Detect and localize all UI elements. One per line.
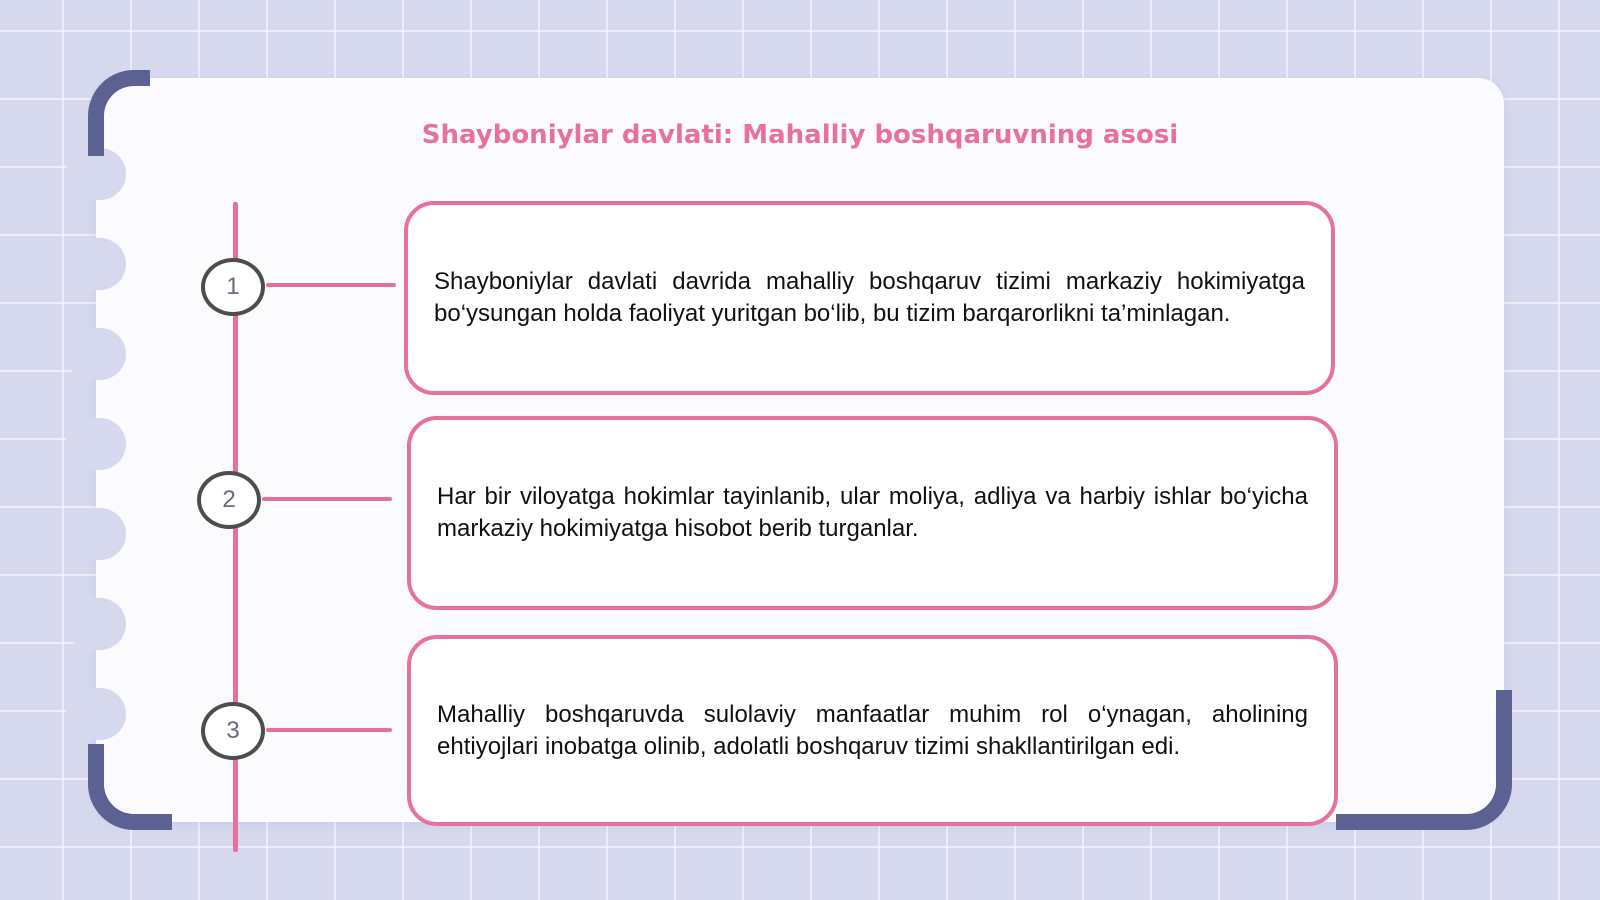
timeline-connector-2	[262, 497, 392, 501]
step-marker-3	[201, 702, 265, 760]
corner-bracket-bottom-right	[1336, 690, 1512, 830]
step-marker-1	[201, 258, 265, 316]
step-card-text: Har bir viloyatga hokimlar tayinlanib, ular moliya, adliya va harbiy ishlar bo‘yicha markaziy hokimiyatga hisobot berib turganlar.	[437, 483, 1308, 542]
step-card-1	[404, 201, 1335, 395]
paper-notch	[66, 328, 126, 380]
step-number: 1	[226, 273, 240, 300]
slide-title: Shayboniylar davlati: Mahalliy boshqaruvning asosi	[421, 120, 1179, 150]
corner-bracket-bottom-left	[88, 744, 172, 830]
step-number: 2	[222, 486, 236, 513]
paper-notch	[66, 238, 126, 290]
timeline-connector-3	[266, 728, 392, 732]
step-marker-2	[197, 471, 261, 529]
paper-notch	[66, 688, 126, 740]
step-card-text: Mahalliy boshqaruvda sulolaviy manfaatlar muhim rol o‘ynagan, aholining ehtiyojlari inobatga olinib, adolatli boshqaruv tizimi shakllantirilgan edi.	[437, 700, 1308, 760]
step-number: 3	[226, 717, 240, 744]
paper-notch	[66, 598, 126, 650]
step-card-text: Shayboniylar davlati davrida mahalliy boshqaruv tizimi markaziy hokimiyatga bo‘ysungan holda faoliyat yuritgan bo‘lib, bu tizim barqarorlikni ta’minlagan.	[434, 268, 1305, 327]
timeline-connector-1	[266, 283, 396, 287]
paper-notch	[66, 418, 126, 470]
paper-notch	[66, 508, 126, 560]
step-card-2	[407, 416, 1338, 610]
step-card-3	[407, 635, 1338, 826]
corner-bracket-top-left	[88, 70, 150, 156]
